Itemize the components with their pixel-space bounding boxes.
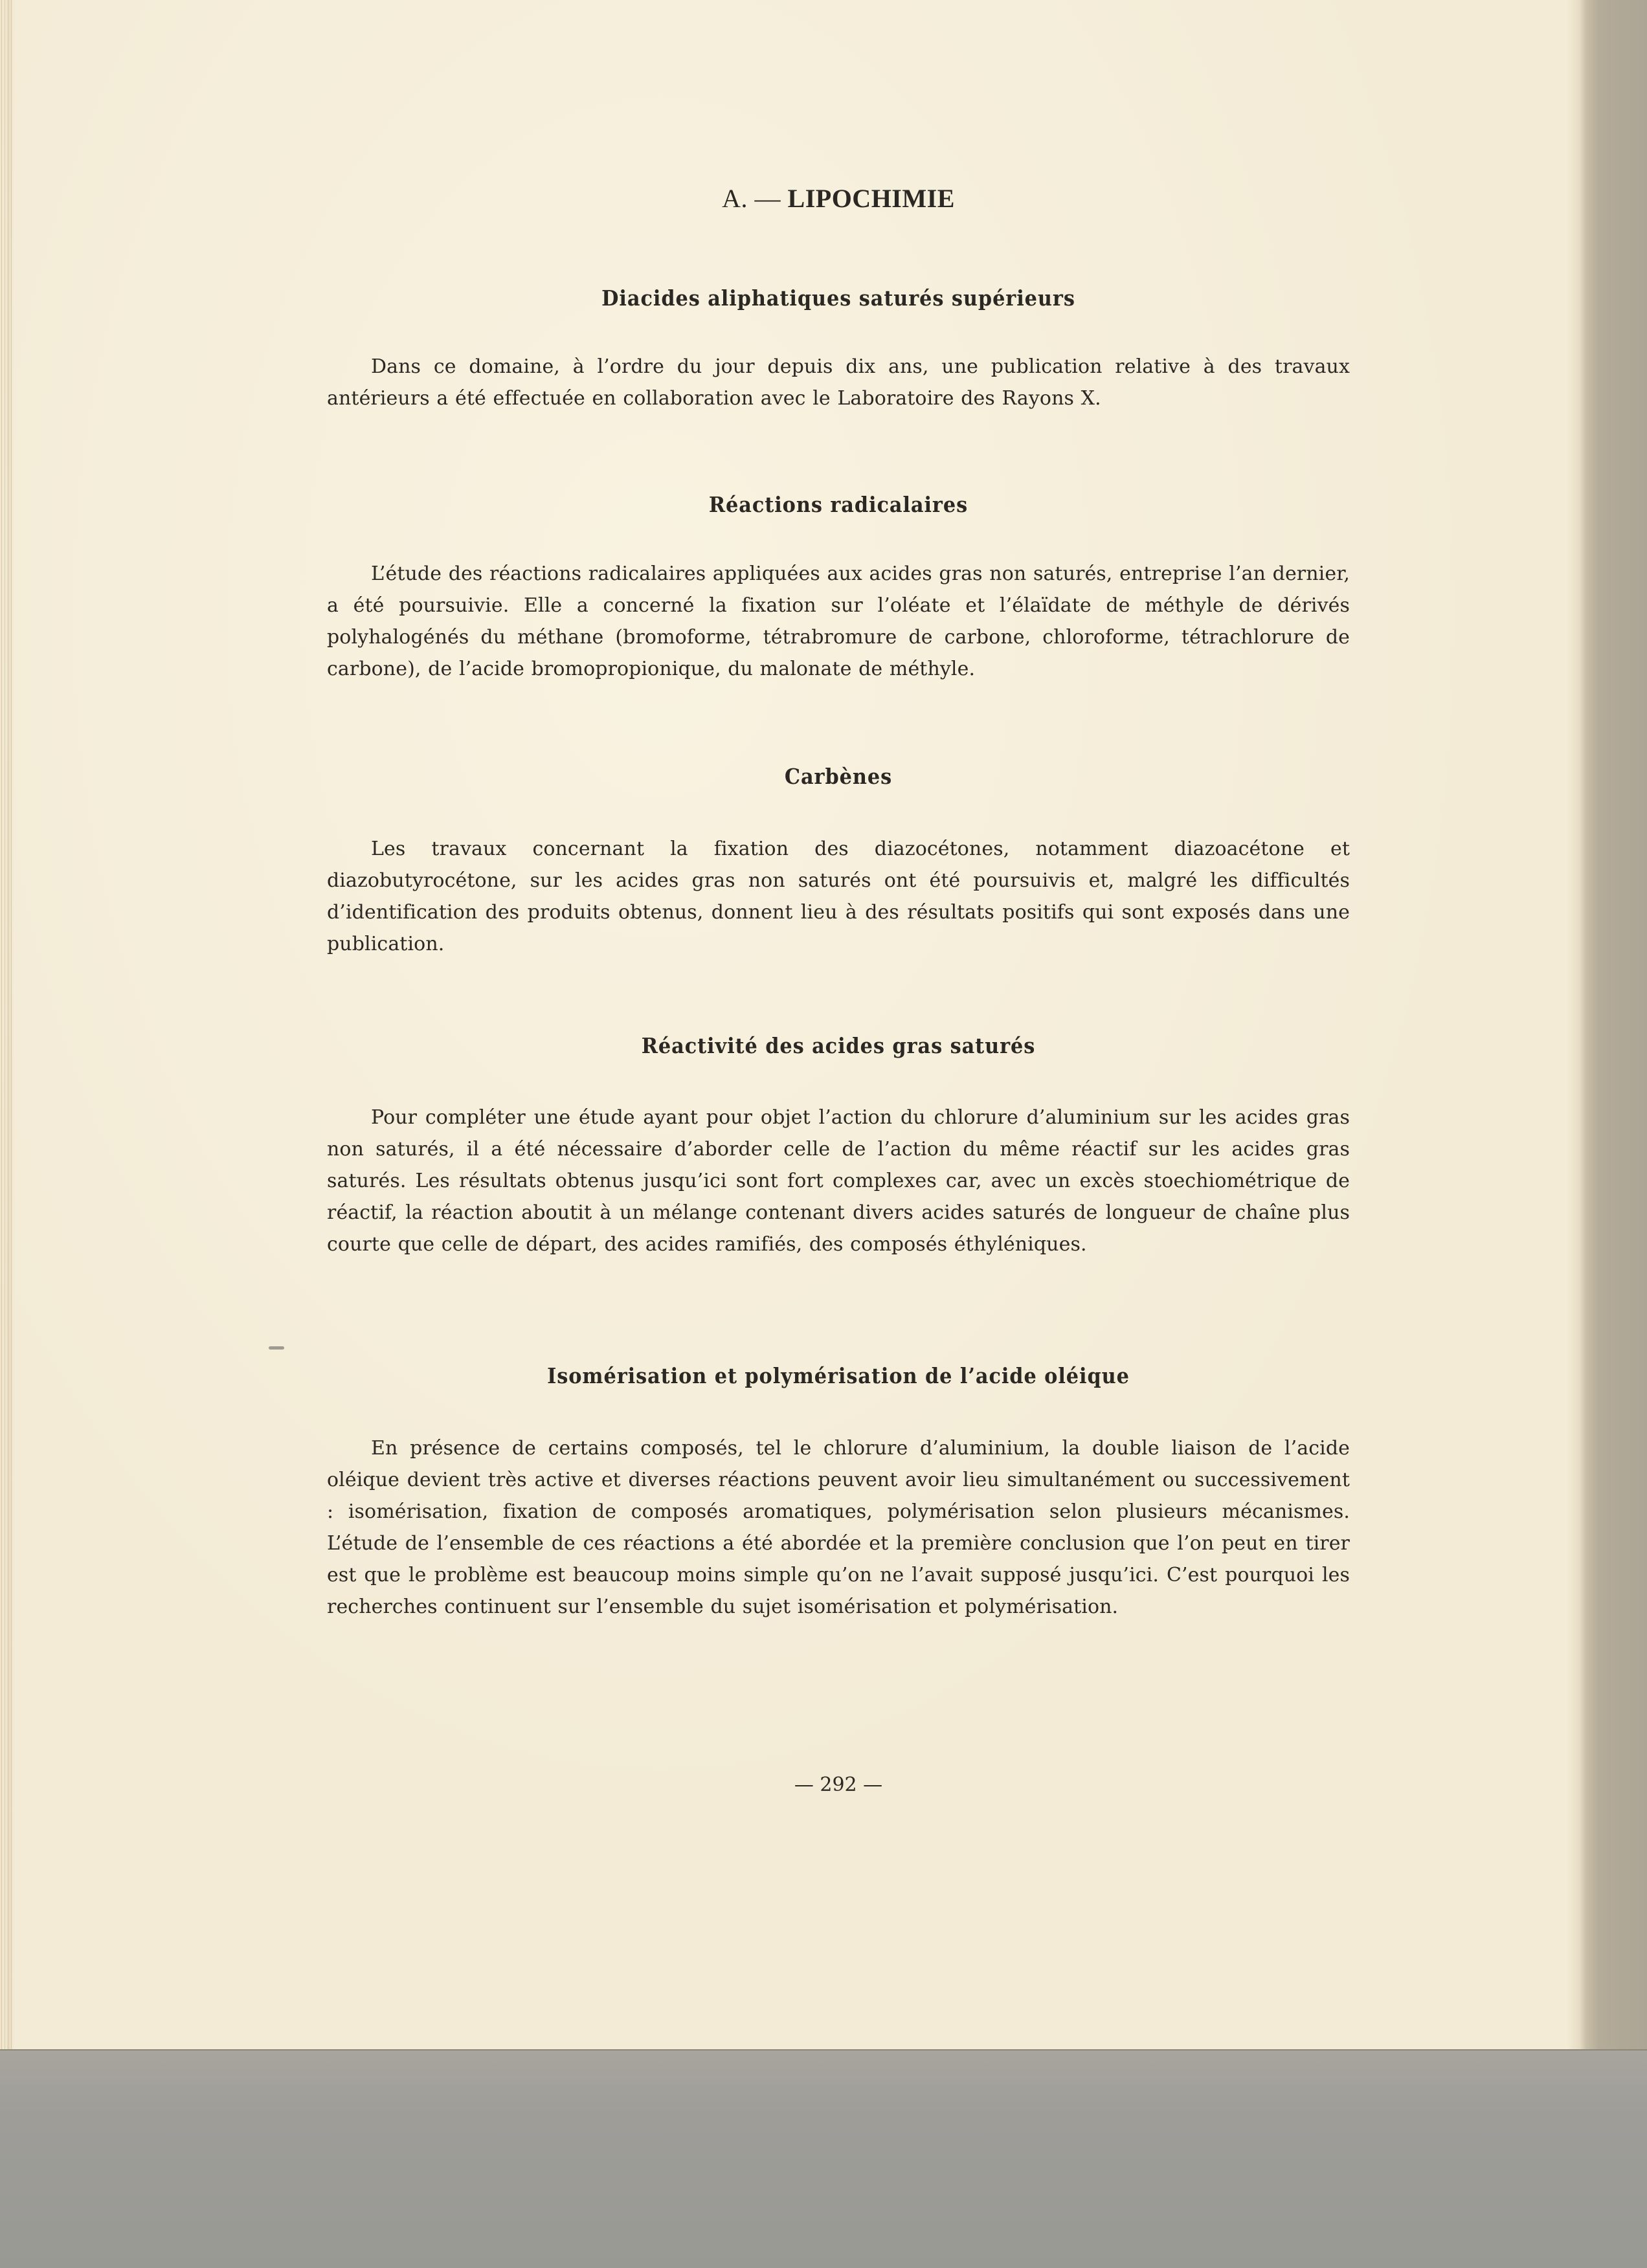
page-edge-binding [1, 0, 13, 2049]
paper-speck [269, 1346, 284, 1350]
section-paragraph-isomerisation: En présence de certains composés, tel le chlorure d’aluminium, la double liaison de l’acide oléique devient très active et diverses réactions peuvent avoir lieu simultanément ou successivement : isomérisation, fixation de composés aromatiques, polymérisation selon plusieurs mécanismes. L’étude de l’ensemble de ces réactions a été abordée et la première conclusion que l’on peut en tirer est que le problème est beaucoup moins simple qu’on ne l’avait supposé jusqu’ici. C’est pourquoi les recherches continuent sur l’ensemble du sujet isomérisation et polymérisation. [327, 1437, 1350, 1618]
section-heading-diacides: Diacides aliphatiques saturés supérieurs [601, 285, 1075, 311]
section-paragraph-diacides: Dans ce domaine, à l’ordre du jour depuis dix ans, une publication relative à des travaux antérieurs a été effectuée en collaboration avec le Laboratoire des Rayons X. [327, 355, 1350, 410]
part-title: LIPOCHIMIE [787, 184, 955, 213]
section-paragraph-reactivite: Pour compléter une étude ayant pour objet l’action du chlorure d’aluminium sur les acides gras non saturés, il a été nécessaire d’aborder celle de l’action du même réactif sur les acides gras saturés. Les résultats obtenus jusqu’ici sont fort complexes car, avec un excès stoechiométrique de réactif, la réaction aboutit à un mélange contenant divers acides saturés de longueur de chaîne plus courte que celle de départ, des acides ramifiés, des composés éthyléniques. [327, 1106, 1350, 1256]
scanner-background [0, 2049, 1647, 2268]
section-heading-reactivite: Réactivité des acides gras saturés [641, 1033, 1036, 1058]
part-letter: A. — [722, 184, 781, 213]
section-heading-carbenes: Carbènes [784, 764, 893, 789]
part-heading [327, 183, 1350, 214]
section-paragraph-reactions-radicalaires: L’étude des réactions radicalaires appliquées aux acides gras non saturés, entreprise l’an dernier, a été poursuivie. Elle a concerné la fixation sur l’oléate et l’élaïdate de méthyle de dérivés polyhalogénés du méthane (bromoforme, tétrabromure de carbone, chloroforme, tétrachlorure de carbone), de l’acide bromopropionique, du malonate de méthyle. [327, 562, 1350, 680]
page-number: — 292 — [794, 1773, 883, 1796]
section-paragraph-carbenes: Les travaux concernant la fixation des diazocétones, notamment diazoacétone et diazobutyrocétone, sur les acides gras non saturés ont été poursuivis et, malgré les difficultés d’identification des produits obtenus, donnent lieu à des résultats positifs qui sont exposés dans une publication. [327, 838, 1350, 955]
section-heading-reactions-radicalaires: Réactions radicalaires [708, 492, 969, 517]
section-heading-isomerisation: Isomérisation et polymérisation de l’acide oléique [547, 1363, 1130, 1388]
